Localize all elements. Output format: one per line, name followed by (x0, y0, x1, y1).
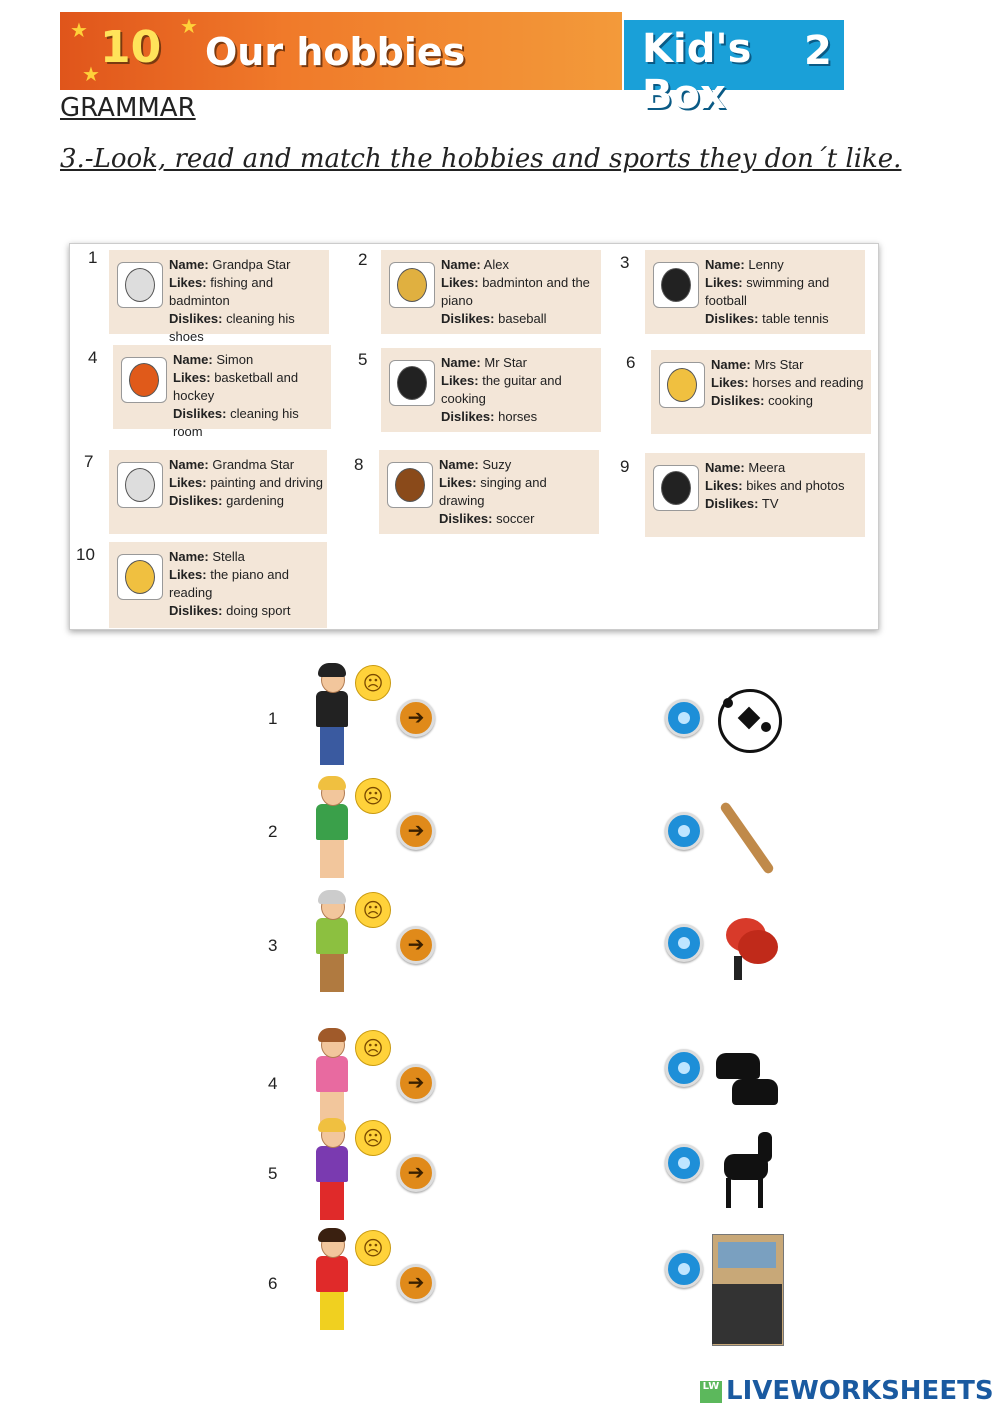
character-face-icon (117, 554, 163, 600)
likes-label: Likes: (169, 475, 207, 490)
shoes-icon (712, 1033, 782, 1123)
match-number: 3 (268, 936, 278, 955)
profile-number: 2 (358, 250, 368, 269)
profile-dislikes: cleaning his shoes (169, 311, 295, 344)
profile-card (109, 450, 327, 534)
match-arrow-button[interactable]: ➔ (397, 699, 435, 737)
character-face-icon (117, 262, 163, 308)
profile-number: 10 (76, 545, 95, 564)
character-figure (308, 894, 358, 994)
profile-name: Mrs Star (754, 357, 804, 372)
character-figure (308, 667, 358, 767)
match-number: 4 (268, 1074, 278, 1093)
likes-label: Likes: (439, 475, 477, 490)
baseball-bat-icon (712, 796, 782, 886)
profile-dislikes: gardening (226, 493, 284, 508)
profile-name: Lenny (748, 257, 784, 272)
profile-likes: badminton and the piano (441, 275, 590, 308)
match-arrow-button[interactable]: ➔ (397, 1154, 435, 1192)
profile-card (651, 350, 871, 434)
unit-title: Our hobbies (205, 30, 466, 74)
dislikes-label: Dislikes: (441, 409, 495, 424)
sad-face-icon: ☹ (355, 1230, 391, 1266)
match-target-button[interactable] (665, 1144, 703, 1182)
profile-dislikes: soccer (496, 511, 535, 526)
profile-likes: swimming and football (705, 275, 830, 308)
match-target-button[interactable] (665, 1250, 703, 1288)
dislikes-label: Dislikes: (169, 603, 223, 618)
profile-card (109, 542, 327, 628)
star-icon: ★ (82, 62, 100, 86)
profile-card (381, 348, 601, 432)
profile-dislikes: cooking (768, 393, 813, 408)
profile-likes: horses and reading (752, 375, 864, 390)
name-label: Name: (169, 257, 209, 272)
sad-face-icon: ☹ (355, 1030, 391, 1066)
dislikes-label: Dislikes: (711, 393, 765, 408)
profile-name: Grandpa Star (212, 257, 291, 272)
name-label: Name: (173, 352, 213, 367)
character-figure (308, 1232, 358, 1332)
match-target-button[interactable] (665, 812, 703, 850)
character-face-icon (121, 357, 167, 403)
character-face-icon (659, 362, 705, 408)
likes-label: Likes: (169, 567, 207, 582)
character-face-icon (117, 462, 163, 508)
profile-dislikes: horses (498, 409, 538, 424)
profile-number: 1 (88, 248, 98, 267)
profile-name: Meera (748, 460, 786, 475)
footer-text: LIVEWORKSHEETS (726, 1376, 994, 1406)
unit-number: 10 (100, 22, 162, 73)
match-number: 2 (268, 822, 278, 841)
book-level: 2 (804, 28, 832, 74)
profile-number: 3 (620, 253, 630, 272)
likes-label: Likes: (441, 373, 479, 388)
kitchen-icon (712, 1234, 782, 1324)
likes-label: Likes: (705, 275, 743, 290)
dislikes-label: Dislikes: (441, 311, 495, 326)
instruction: 3.-Look, read and match the hobbies and sports they don´t like. (60, 144, 902, 174)
book-title: Kid's Box (642, 26, 752, 118)
profile-number: 8 (354, 455, 364, 474)
match-arrow-button[interactable]: ➔ (397, 812, 435, 850)
profile-card (109, 250, 329, 344)
character-face-icon (387, 462, 433, 508)
profile-name: Stella (212, 549, 245, 564)
soccer-ball-icon (712, 683, 782, 773)
dislikes-label: Dislikes: (705, 311, 759, 326)
likes-label: Likes: (441, 275, 479, 290)
likes-label: Likes: (173, 370, 211, 385)
dislikes-label: Dislikes: (705, 496, 759, 511)
profile-likes: singing and drawing (439, 475, 547, 508)
match-target-button[interactable] (665, 699, 703, 737)
character-figure (308, 780, 358, 880)
profile-number: 9 (620, 457, 630, 476)
match-number: 5 (268, 1164, 278, 1183)
likes-label: Likes: (711, 375, 749, 390)
dislikes-label: Dislikes: (169, 493, 223, 508)
profile-likes: the guitar and cooking (441, 373, 562, 406)
profile-card (379, 450, 599, 534)
profile-likes: painting and driving (210, 475, 323, 490)
character-face-icon (653, 262, 699, 308)
horse-icon (712, 1128, 782, 1218)
match-target-button[interactable] (665, 1049, 703, 1087)
name-label: Name: (439, 457, 479, 472)
star-icon: ★ (70, 18, 88, 42)
profile-card (381, 250, 601, 334)
profile-number: 4 (88, 348, 98, 367)
name-label: Name: (711, 357, 751, 372)
match-target-button[interactable] (665, 924, 703, 962)
name-label: Name: (441, 257, 481, 272)
section-label: GRAMMAR (60, 93, 196, 123)
match-arrow-button[interactable]: ➔ (397, 1064, 435, 1102)
character-figure (308, 1032, 358, 1132)
sad-face-icon: ☹ (355, 892, 391, 928)
profile-card (645, 453, 865, 537)
name-label: Name: (705, 460, 745, 475)
profile-number: 6 (626, 353, 636, 372)
profile-name: Simon (216, 352, 254, 367)
profile-name: Suzy (482, 457, 512, 472)
dislikes-label: Dislikes: (173, 406, 227, 421)
profile-likes: the piano and reading (169, 567, 289, 600)
profile-dislikes: TV (761, 496, 779, 511)
match-arrow-button[interactable]: ➔ (397, 926, 435, 964)
match-number: 6 (268, 1274, 278, 1293)
profile-dislikes: table tennis (762, 311, 829, 326)
profile-dislikes: cleaning his room (173, 406, 299, 439)
profile-likes: basketball and hockey (173, 370, 299, 403)
name-label: Name: (441, 355, 481, 370)
name-label: Name: (705, 257, 745, 272)
match-number: 1 (268, 709, 278, 728)
footer-brand (700, 1376, 994, 1406)
profile-card (113, 345, 331, 439)
profile-name: Alex (483, 257, 509, 272)
match-arrow-button[interactable]: ➔ (397, 1264, 435, 1302)
profile-likes: bikes and photos (746, 478, 845, 493)
profile-name: Mr Star (484, 355, 527, 370)
star-icon: ★ (180, 14, 198, 38)
book-logo (624, 20, 844, 118)
sad-face-icon: ☹ (355, 778, 391, 814)
likes-label: Likes: (705, 478, 743, 493)
dislikes-label: Dislikes: (439, 511, 493, 526)
character-face-icon (653, 465, 699, 511)
unit-banner (60, 12, 622, 90)
sad-face-icon: ☹ (355, 1120, 391, 1156)
liveworksheets-logo-icon: LW (700, 1381, 722, 1403)
likes-label: Likes: (169, 275, 207, 290)
character-face-icon (389, 262, 435, 308)
profile-likes: fishing and badminton (169, 275, 274, 308)
character-face-icon (389, 360, 435, 406)
profile-dislikes: baseball (498, 311, 547, 326)
name-label: Name: (169, 457, 209, 472)
profile-card (645, 250, 865, 334)
sad-face-icon: ☹ (355, 665, 391, 701)
name-label: Name: (169, 549, 209, 564)
table-tennis-bats-icon (712, 908, 782, 998)
profile-number: 5 (358, 350, 368, 369)
profile-name: Grandma Star (212, 457, 295, 472)
dislikes-label: Dislikes: (169, 311, 223, 326)
profile-number: 7 (84, 452, 94, 471)
character-figure (308, 1122, 358, 1222)
profile-dislikes: doing sport (226, 603, 291, 618)
